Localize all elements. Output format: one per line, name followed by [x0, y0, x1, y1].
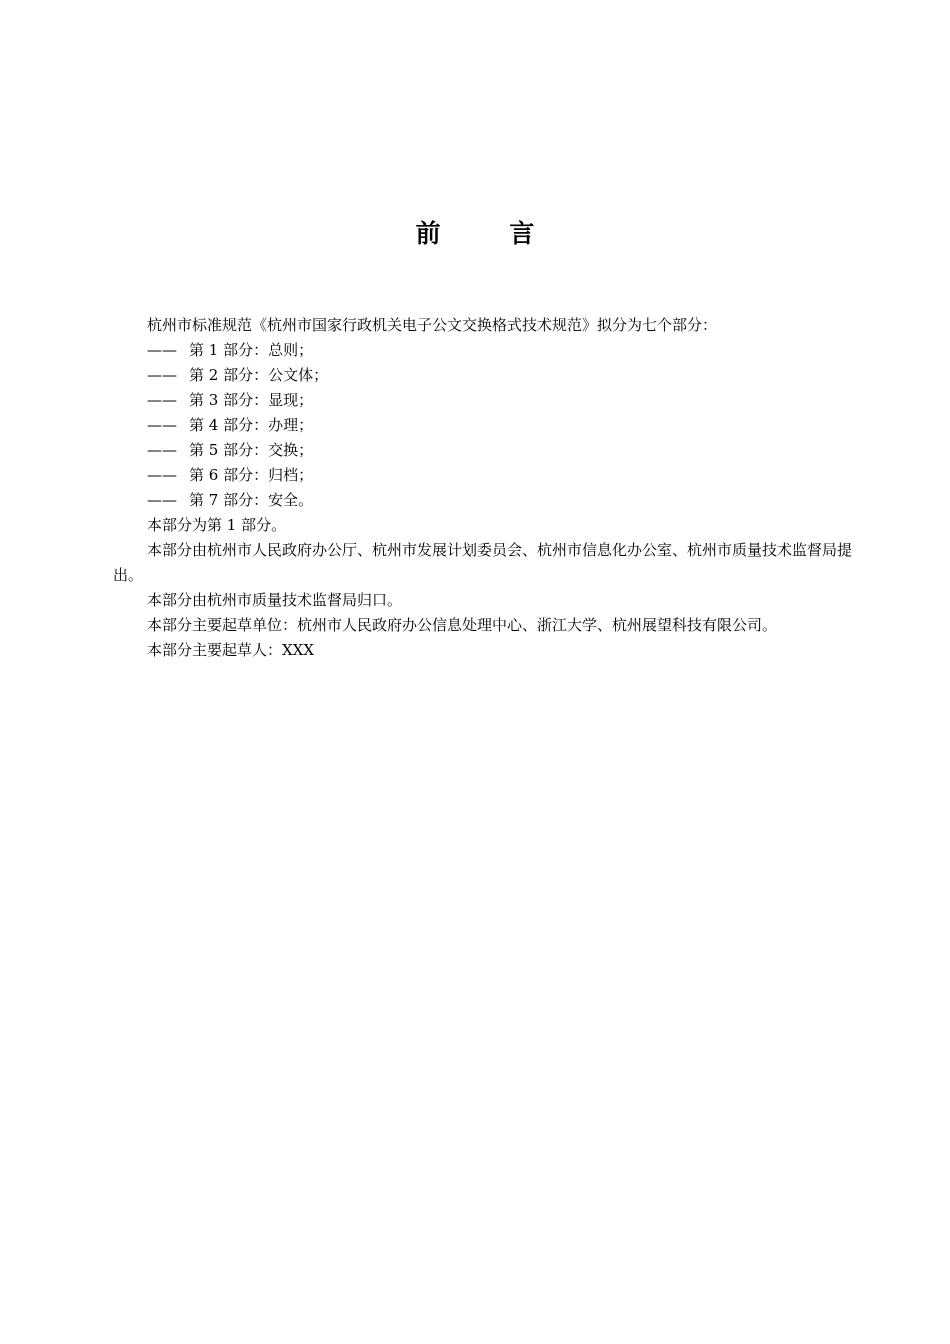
- list-item-text: 第 7 部分：安全。: [189, 491, 314, 509]
- foreword-body: [113, 313, 853, 663]
- list-item: [113, 488, 853, 513]
- list-item: [113, 338, 853, 363]
- list-item-text: 第 1 部分：总则；: [189, 341, 314, 359]
- list-item-text: 第 4 部分：办理；: [189, 416, 314, 434]
- list-item-text: 第 5 部分：交换；: [189, 441, 314, 459]
- intro-paragraph: 杭州市标准规范《杭州市国家行政机关电子公文交换格式技术规范》拟分为七个部分：: [147, 316, 718, 334]
- list-item: [113, 463, 853, 488]
- drafting-units-statement: 本部分主要起草单位：杭州市人民政府办公信息处理中心、浙江大学、杭州展望科技有限公司。: [147, 616, 778, 634]
- list-dash: ——: [147, 491, 177, 509]
- drafters-statement: 本部分主要起草人：XXX: [147, 641, 315, 659]
- parts-list: [113, 338, 853, 513]
- list-item: [113, 413, 853, 438]
- list-dash: ——: [147, 466, 177, 484]
- list-item-text: 第 2 部分：公文体；: [189, 366, 329, 384]
- administrator-statement: 本部分由杭州市质量技术监督局归口。: [147, 591, 403, 609]
- list-item: [113, 438, 853, 463]
- list-dash: ——: [147, 341, 177, 359]
- part-number-statement: 本部分为第 1 部分。: [147, 516, 287, 534]
- page-title: 前 言: [415, 219, 565, 248]
- proposer-statement: 本部分由杭州市人民政府办公厅、杭州市发展计划委员会、杭州市信息化办公室、杭州市质量技术监督局提出。: [113, 541, 853, 584]
- list-item: [113, 388, 853, 413]
- list-item: [113, 363, 853, 388]
- list-dash: ——: [147, 416, 177, 434]
- list-dash: ——: [147, 366, 177, 384]
- list-item-text: 第 6 部分：归档；: [189, 466, 314, 484]
- list-dash: ——: [147, 441, 177, 459]
- list-item-text: 第 3 部分：显现；: [189, 391, 314, 409]
- list-dash: ——: [147, 391, 177, 409]
